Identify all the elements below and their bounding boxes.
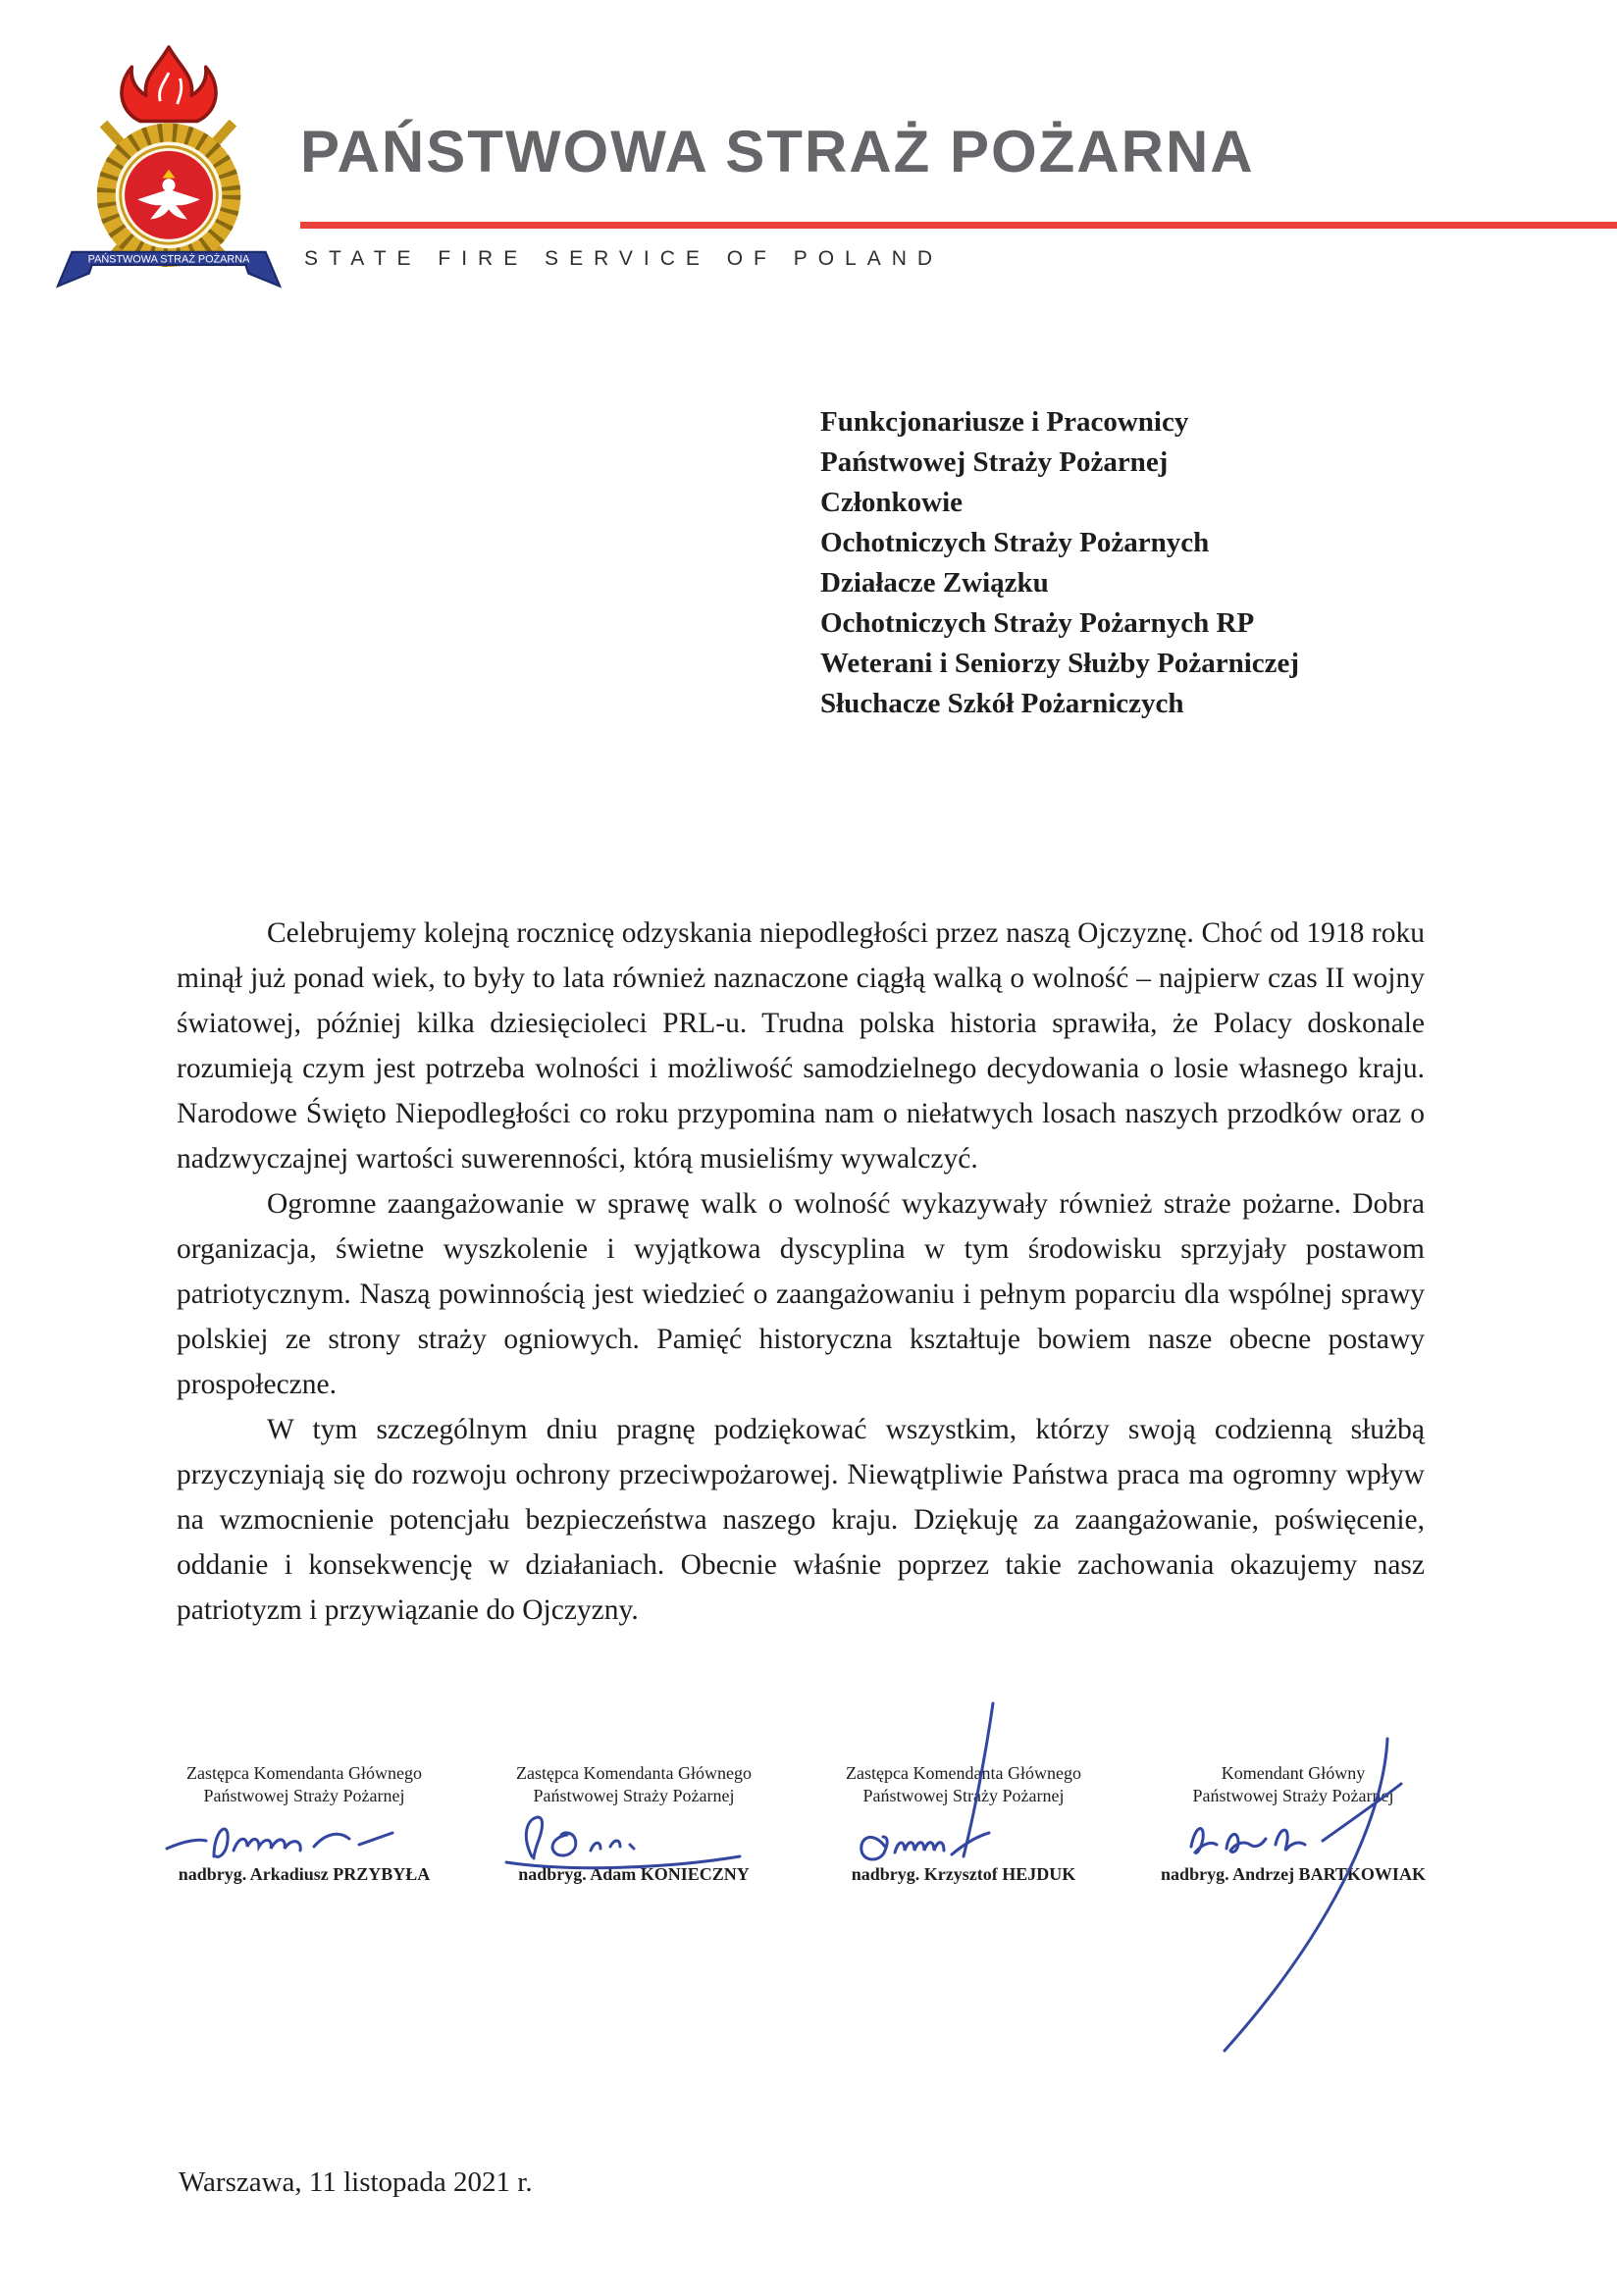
body-paragraph: Celebrujemy kolejną rocznicę odzyskania niepodległości przez naszą Ojczyznę. Choć od 1918 roku minął już ponad wiek, to były to lata również naznaczone ciągłą walką o wolność – najpierw czas II wojny światowej, później kilka dziesięcioleci PRL-u. Trudna polska historia sprawiła, że Polacy doskonale rozumieją czym jest potrzeba wolności i możliwość samodzielnego decydowania o losie własnego kraju. Narodowe Święto Niepodległości co roku przypomina nam o niełatwych losach naszych przodków oraz o nadzwyczajnej wartości suwerenności, którą musieliśmy wywalczyć. xyxy=(177,917,1425,1174)
recipient-line: Ochotniczych Straży Pożarnych RP xyxy=(820,607,1255,639)
signature-ink xyxy=(1126,1798,1460,1866)
recipient-line: Ochotniczych Straży Pożarnych xyxy=(820,527,1210,558)
recipient-line: Weterani i Seniorzy Służby Pożarniczej xyxy=(820,648,1300,679)
recipient-line: Członkowie xyxy=(820,487,963,518)
signer-name: nadbryg. Andrzej BARTKOWIAK xyxy=(1161,1864,1426,1884)
signer-title-line: Państwowej Straży Pożarnej xyxy=(203,1786,405,1805)
signer-name: nadbryg. Arkadiusz PRZYBYŁA xyxy=(178,1864,431,1884)
signature-column-konieczny xyxy=(477,1762,791,1885)
logo-banner-text: PAŃSTWOWA STRAŻ POŻARNA xyxy=(87,253,250,266)
flame-icon xyxy=(122,47,216,121)
signer-title-line: Komendant Główny xyxy=(1221,1763,1366,1783)
letter-body xyxy=(177,911,1425,1633)
recipient-line: Słuchacze Szkół Pożarniczych xyxy=(820,688,1184,719)
dateline: Warszawa, 11 listopada 2021 r. xyxy=(179,2166,533,2198)
recipient-line: Działacze Związku xyxy=(820,567,1049,599)
handwritten-signature xyxy=(477,1807,791,1864)
signer-title-line: Zastępca Komendanta Głównego xyxy=(846,1763,1081,1783)
recipient-block xyxy=(820,402,1299,724)
signature-ink xyxy=(157,1798,451,1866)
signer-title-line: Zastępca Komendanta Głównego xyxy=(186,1763,422,1783)
signer-name: nadbryg. Krzysztof HEJDUK xyxy=(851,1864,1076,1884)
signature-column-przybyla xyxy=(147,1762,461,1885)
signer-title-line: Państwowej Straży Pożarnej xyxy=(533,1786,735,1805)
signer-title-line: Państwowej Straży Pożarnej xyxy=(1192,1786,1394,1805)
signature-block xyxy=(147,1762,1450,1885)
emblem-graphic xyxy=(55,41,283,312)
body-paragraph: W tym szczególnym dniu pragnę podziękować wszystkim, którzy swoją codzienną służbą przyczyniają się do rozwoju ochrony przeciwpożarowej. Niewątpliwie Państwa praca ma ogromny wpływ na wzmocnienie potencjału bezpieczeństwa naszego kraju. Dziękuję za zaangażowanie, poświęcenie, oddanie i konsekwencję w działaniach. Obecnie właśnie poprzez takie zachowania okazujemy nasz patriotyzm i przywiązanie do Ojczyzny. xyxy=(177,1414,1425,1626)
signature-column-hejduk xyxy=(807,1762,1121,1885)
accent-rule xyxy=(300,222,1617,229)
signer-name: nadbryg. Adam KONIECZNY xyxy=(518,1864,750,1884)
handwritten-signature xyxy=(1136,1807,1450,1864)
signature-ink xyxy=(487,1798,781,1866)
recipient-line: Funkcjonariusze i Pracownicy xyxy=(820,406,1189,438)
signer-title-line: Państwowej Straży Pożarnej xyxy=(862,1786,1065,1805)
handwritten-signature xyxy=(147,1807,461,1864)
recipient-line: Państwowej Straży Pożarnej xyxy=(820,446,1169,478)
signature-column-bartkowiak xyxy=(1136,1762,1450,1885)
fire-service-emblem-logo xyxy=(55,41,283,312)
signature-ink xyxy=(816,1798,1111,1866)
handwritten-signature xyxy=(807,1807,1121,1864)
org-subtitle-en: STATE FIRE SERVICE OF POLAND xyxy=(304,247,944,270)
org-title: PAŃSTWOWA STRAŻ POŻARNA xyxy=(300,119,1255,184)
body-paragraph: Ogromne zaangażowanie w sprawę walk o wolność wykazywały również straże pożarne. Dobra organizacja, świetne wyszkolenie i wyjątkowa dyscyplina w tym środowisku sprzyjały postawom patriotycznym. Naszą powinnością jest wiedzieć o zaangażowaniu i pełnym poparciu dla wspólnej sprawy polskiej ze strony straży ogniowych. Pamięć historyczna kształtuje bowiem nasze obecne postawy prospołeczne. xyxy=(177,1188,1425,1400)
signer-title-line: Zastępca Komendanta Głównego xyxy=(516,1763,752,1783)
